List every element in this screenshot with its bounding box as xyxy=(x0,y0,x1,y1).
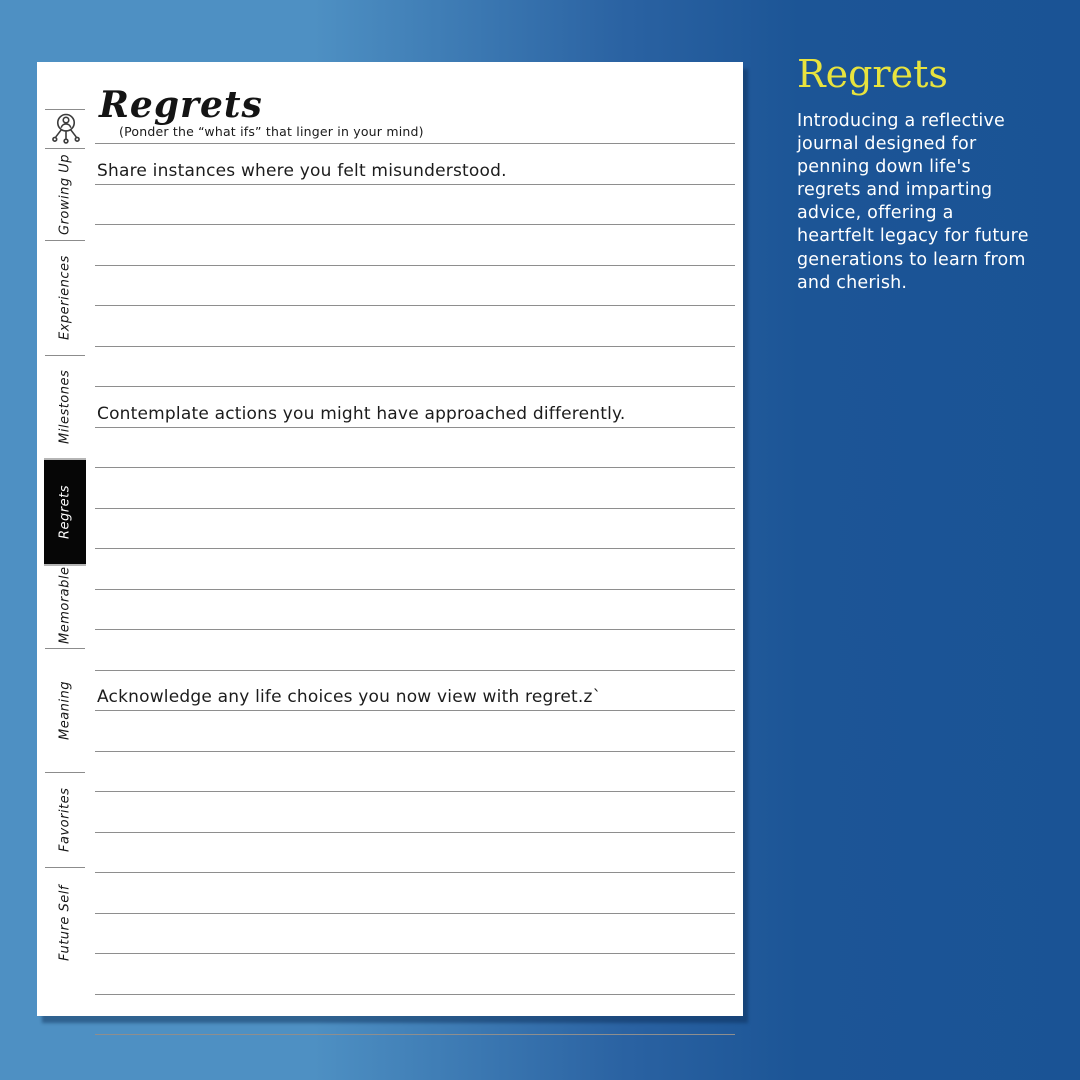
ruled-line-row xyxy=(95,792,735,833)
ruled-line-row xyxy=(95,306,735,347)
ruled-line-row xyxy=(95,873,735,914)
person-network-icon xyxy=(48,112,84,150)
ruled-line-row xyxy=(95,752,735,793)
prompt-row xyxy=(95,144,735,185)
tab-future-self[interactable]: Future Self xyxy=(57,885,73,962)
tab-regrets[interactable]: Regrets xyxy=(44,458,86,566)
ruled-line-row xyxy=(95,509,735,550)
tab-experiences[interactable]: Experiences xyxy=(57,255,73,340)
ruled-line-row xyxy=(95,995,735,1036)
tab-memorable[interactable]: Memorable xyxy=(57,566,73,644)
ruled-line-row xyxy=(95,711,735,752)
ruled-line-row xyxy=(95,225,735,266)
tab-meaning[interactable]: Meaning xyxy=(57,680,73,740)
ruled-line-row xyxy=(95,549,735,590)
ruled-line-row xyxy=(95,266,735,307)
page-subtitle: (Ponder the “what ifs” that linger in your mind) xyxy=(119,124,424,139)
prompt-text: Share instances where you felt misunderstood. xyxy=(97,160,507,181)
writing-area xyxy=(95,143,735,1035)
page-title: Regrets xyxy=(99,84,263,126)
prompt-text: Contemplate actions you might have approached differently. xyxy=(97,403,626,424)
side-panel-title: Regrets xyxy=(797,52,948,96)
tab-growing-up[interactable]: Growing Up xyxy=(57,153,73,235)
ruled-line-row xyxy=(95,954,735,995)
ruled-line-row xyxy=(95,630,735,671)
ruled-line-row xyxy=(95,185,735,226)
journal-page xyxy=(37,62,743,1016)
prompt-row xyxy=(95,387,735,428)
tab-favorites[interactable]: Favorites xyxy=(57,787,73,852)
ruled-line-row xyxy=(95,428,735,469)
prompt-text: Acknowledge any life choices you now view with regret.z` xyxy=(97,687,602,707)
tab-rail xyxy=(37,62,95,1016)
ruled-line-row xyxy=(95,590,735,631)
side-panel-description: Introducing a reflective journal designed for penning down life's regrets and imparting advice, offering a heartfelt legacy for future generations to learn from and cherish. xyxy=(797,111,1029,293)
tab-milestones[interactable]: Milestones xyxy=(57,369,73,444)
ruled-line-row xyxy=(95,347,735,388)
tab-separator xyxy=(45,109,85,110)
ruled-line-row xyxy=(95,833,735,874)
ruled-line-row xyxy=(95,914,735,955)
ruled-line-row xyxy=(95,468,735,509)
prompt-row xyxy=(95,671,735,712)
